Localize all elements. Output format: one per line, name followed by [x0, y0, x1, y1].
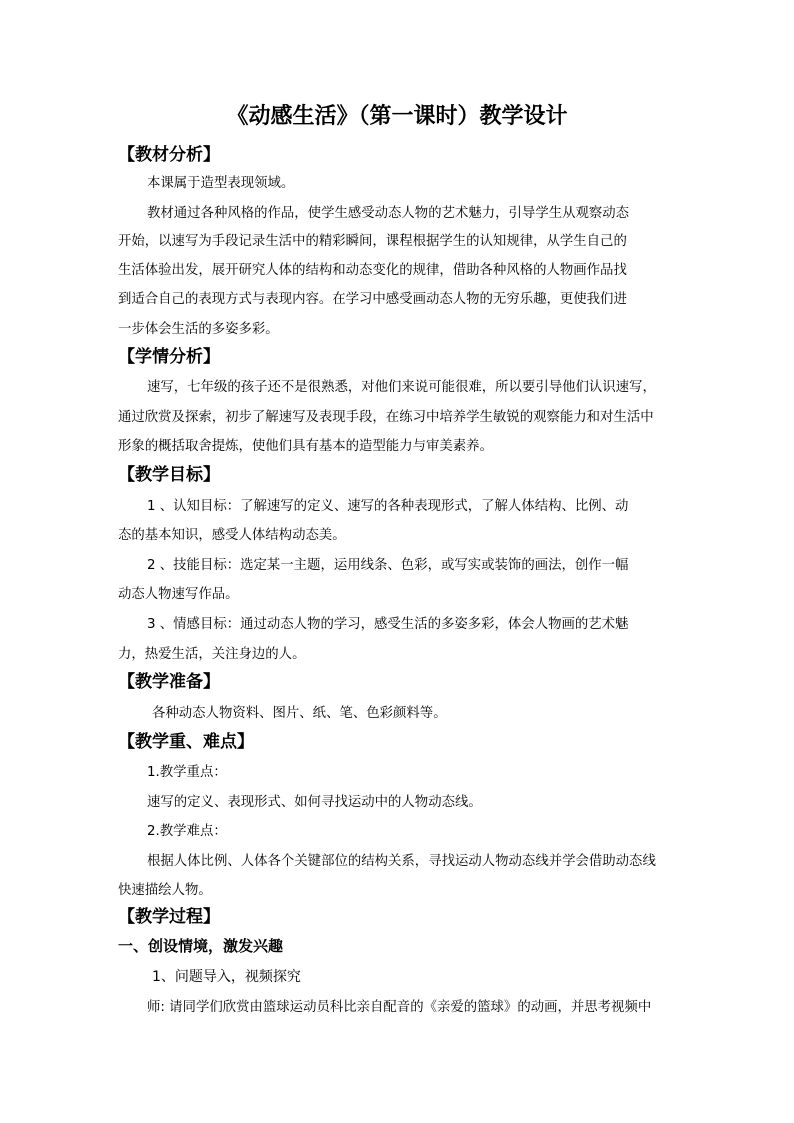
process-step: 1、问题导入，视频探究	[152, 969, 301, 985]
paragraph-line: 师: 请同学们欣赏由篮球运动员科比亲自配音的《亲爱的篮球》的动画，并思考视频中	[147, 1000, 652, 1015]
paragraph-line: 2 、技能目标：选定某一主题，运用线条、色彩，或写实或装饰的画法，创作一幅	[147, 558, 629, 573]
paragraph-line: 通过欣赏及探索，初步了解速写及表现手段，在练习中培养学生敏锐的观察能力和对生活中	[118, 410, 654, 425]
section-heading-keypoints: 【教学重、难点】	[118, 732, 254, 752]
paragraph-line: 本课属于造型表现领域。	[147, 176, 295, 191]
paragraph-line: 一步体会生活的多姿多彩。	[118, 322, 279, 337]
paragraph-line: 到适合自己的表现方式与表现内容。在学习中感受画动态人物的无穷乐趣，更使我们进	[118, 292, 627, 307]
paragraph-line: 教材通过各种风格的作品，使学生感受动态人物的艺术魅力，引导学生从观察动态	[147, 206, 630, 221]
paragraph-line: 力，热爱生活，关注身边的人。	[118, 647, 306, 662]
paragraph-line: 速写的定义、表现形式、如何寻找运动中的人物动态线。	[147, 795, 482, 810]
paragraph-line: 1.教学重点：	[147, 765, 227, 780]
paragraph-line: 各种动态人物资料、图片、纸、笔、色彩颜料等。	[152, 706, 447, 721]
section-heading-students: 【学情分析】	[118, 347, 220, 367]
document-title: 《动感生活》（第一课时）教学设计	[226, 104, 568, 129]
section-heading-analysis: 【教材分析】	[118, 145, 220, 165]
paragraph-line: 2.教学难点：	[147, 824, 227, 839]
paragraph-line: 态的基本知识，感受人体结构动态美。	[118, 528, 346, 543]
paragraph-line: 3 、情感目标：通过动态人物的学习，感受生活的多姿多彩，体会人物画的艺术魅	[147, 617, 629, 632]
section-heading-prep: 【教学准备】	[118, 672, 220, 692]
paragraph-line: 形象的概括取舍提炼，使他们具有基本的造型能力与审美素养。	[118, 439, 493, 454]
paragraph-line: 速写，七年级的孩子还不是很熟悉，对他们来说可能很难，所以要引导他们认识速写，	[147, 380, 656, 395]
paragraph-line: 动态人物速写作品。	[118, 587, 239, 602]
paragraph-line: 生活体验出发，展开研究人体的结构和动态变化的规律，借助各种风格的人物画作品找	[118, 263, 627, 278]
paragraph-line: 根据人体比例、人体各个关键部位的结构关系，寻找运动人物动态线并学会借助动态线	[147, 854, 656, 869]
process-subheading: 一、创设情境，激发兴趣	[118, 937, 284, 955]
section-heading-goals: 【教学目标】	[118, 465, 220, 485]
section-heading-process: 【教学过程】	[118, 907, 220, 927]
paragraph-line: 开始，以速写为手段记录生活中的精彩瞬间，课程根据学生的认知规律，从学生自己的	[118, 234, 627, 249]
paragraph-line: 1 、认知目标：了解速写的定义、速写的各种表现形式，了解人体结构、比例、动	[147, 499, 629, 514]
paragraph-line: 快速描绘人物。	[118, 883, 212, 898]
